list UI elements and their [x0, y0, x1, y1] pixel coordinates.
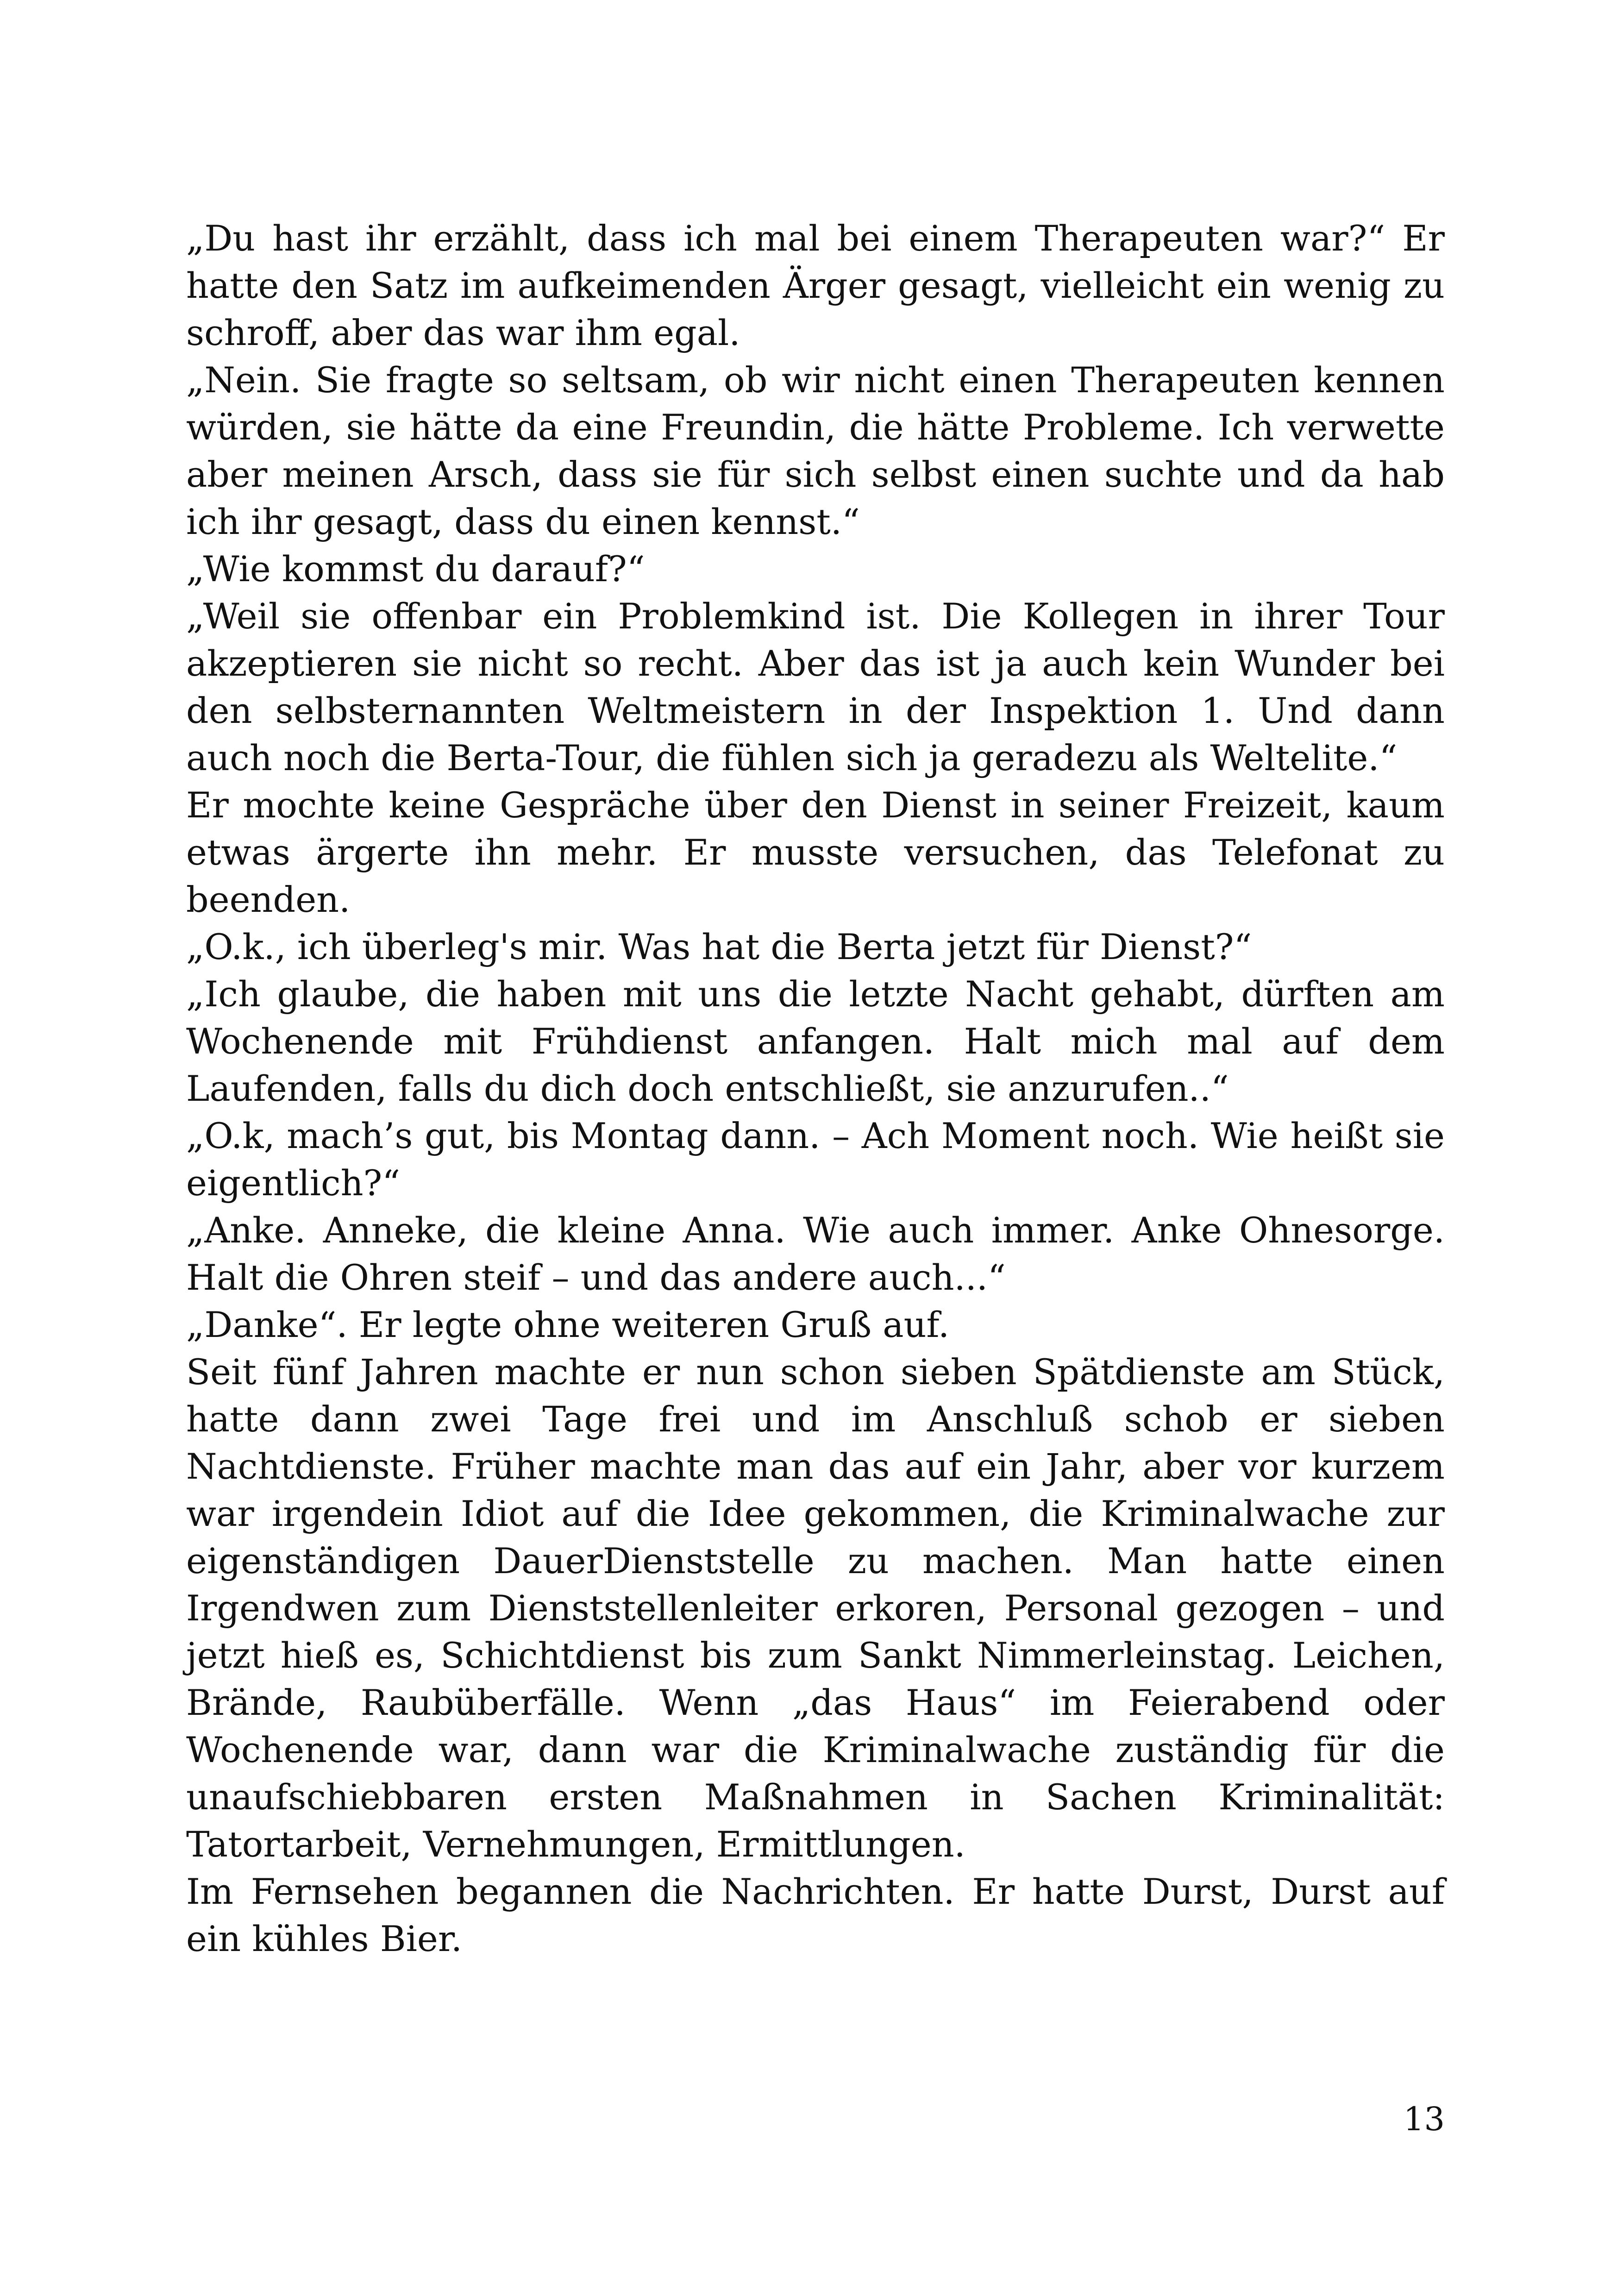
paragraph-2: „Nein. Sie fragte so seltsam, ob wir nicht einen Therapeuten kennen würden, sie hätte da eine Freundin, die hätte Probleme. Ich verwette aber meinen Arsch, dass sie für sich selbst einen suchte und da hab ich ihr gesagt, dass du einen kennst.“ — [186, 359, 1445, 542]
paragraph-5: Er mochte keine Gespräche über den Dienst in seiner Freizeit, kaum etwas ärgerte ihn mehr. Er musste versuchen, das Telefonat zu beenden. — [186, 784, 1445, 920]
page-number: 13 — [1403, 2100, 1445, 2138]
paragraph-8: „O.k, mach’s gut, bis Montag dann. – Ach Moment noch. Wie heißt sie eigentlich?“ — [186, 1115, 1445, 1204]
paragraph-3: „Wie kommst du darauf?“ — [186, 548, 645, 590]
paragraph-1: „Du hast ihr erzählt, dass ich mal bei einem Therapeuten war?“ Er hatte den Satz im aufkeimenden Ärger gesagt, vielleicht ein wenig zu schroff, aber das war ihm egal. — [186, 218, 1445, 353]
paragraph-9: „Anke. Anneke, die kleine Anna. Wie auch immer. Anke Ohnesorge. Halt die Ohren steif – und das andere auch...“ — [186, 1210, 1445, 1298]
paragraph-12: Im Fernsehen begannen die Nachrichten. Er hatte Durst, Durst auf ein kühles Bier. — [186, 1871, 1445, 1959]
paragraph-10: „Danke“. Er legte ohne weiteren Gruß auf. — [186, 1304, 950, 1345]
paragraph-7: „Ich glaube, die haben mit uns die letzte Nacht gehabt, dürften am Wochenende mit Frühdienst anfangen. Halt mich mal auf dem Laufenden, falls du dich doch entschließt, sie anzurufen..“ — [186, 973, 1445, 1109]
paragraph-4: „Weil sie offenbar ein Problemkind ist. Die Kollegen in ihrer Tour akzeptieren sie nicht so recht. Aber das ist ja auch kein Wunder bei den selbsternannten Weltmeistern in der Inspektion 1. Und dann auch noch die Berta-Tour, die fühlen sich ja geradezu als Weltelite.“ — [186, 596, 1445, 778]
paragraph-6: „O.k., ich überleg's mir. Was hat die Berta jetzt für Dienst?“ — [186, 926, 1252, 967]
paragraph-11: Seit fünf Jahren machte er nun schon sieben Spätdienste am Stück, hatte dann zwei Tage frei und im Anschluß schob er sieben Nachtdienste. Früher machte man das auf ein Jahr, aber vor kurzem war irgendein Idiot auf die Idee gekommen, die Kriminalwache zur eigenständigen DauerDienststelle zu machen. Man hatte einen Irgendwen zum Dienststellenleiter erkoren, Personal gezogen – und jetzt hieß es, Schichtdienst bis zum Sankt Nimmerleinstag. Leichen, Brände, Raubüberfälle. Wenn „das Haus“ im Feierabend oder Wochenende war, dann war die Kriminalwache zuständig für die unaufschiebbaren ersten Maßnahmen in Sachen Kriminalität: Tatortarbeit, Vernehmungen, Ermittlungen. — [186, 1351, 1445, 1865]
body-text — [186, 215, 1445, 1963]
